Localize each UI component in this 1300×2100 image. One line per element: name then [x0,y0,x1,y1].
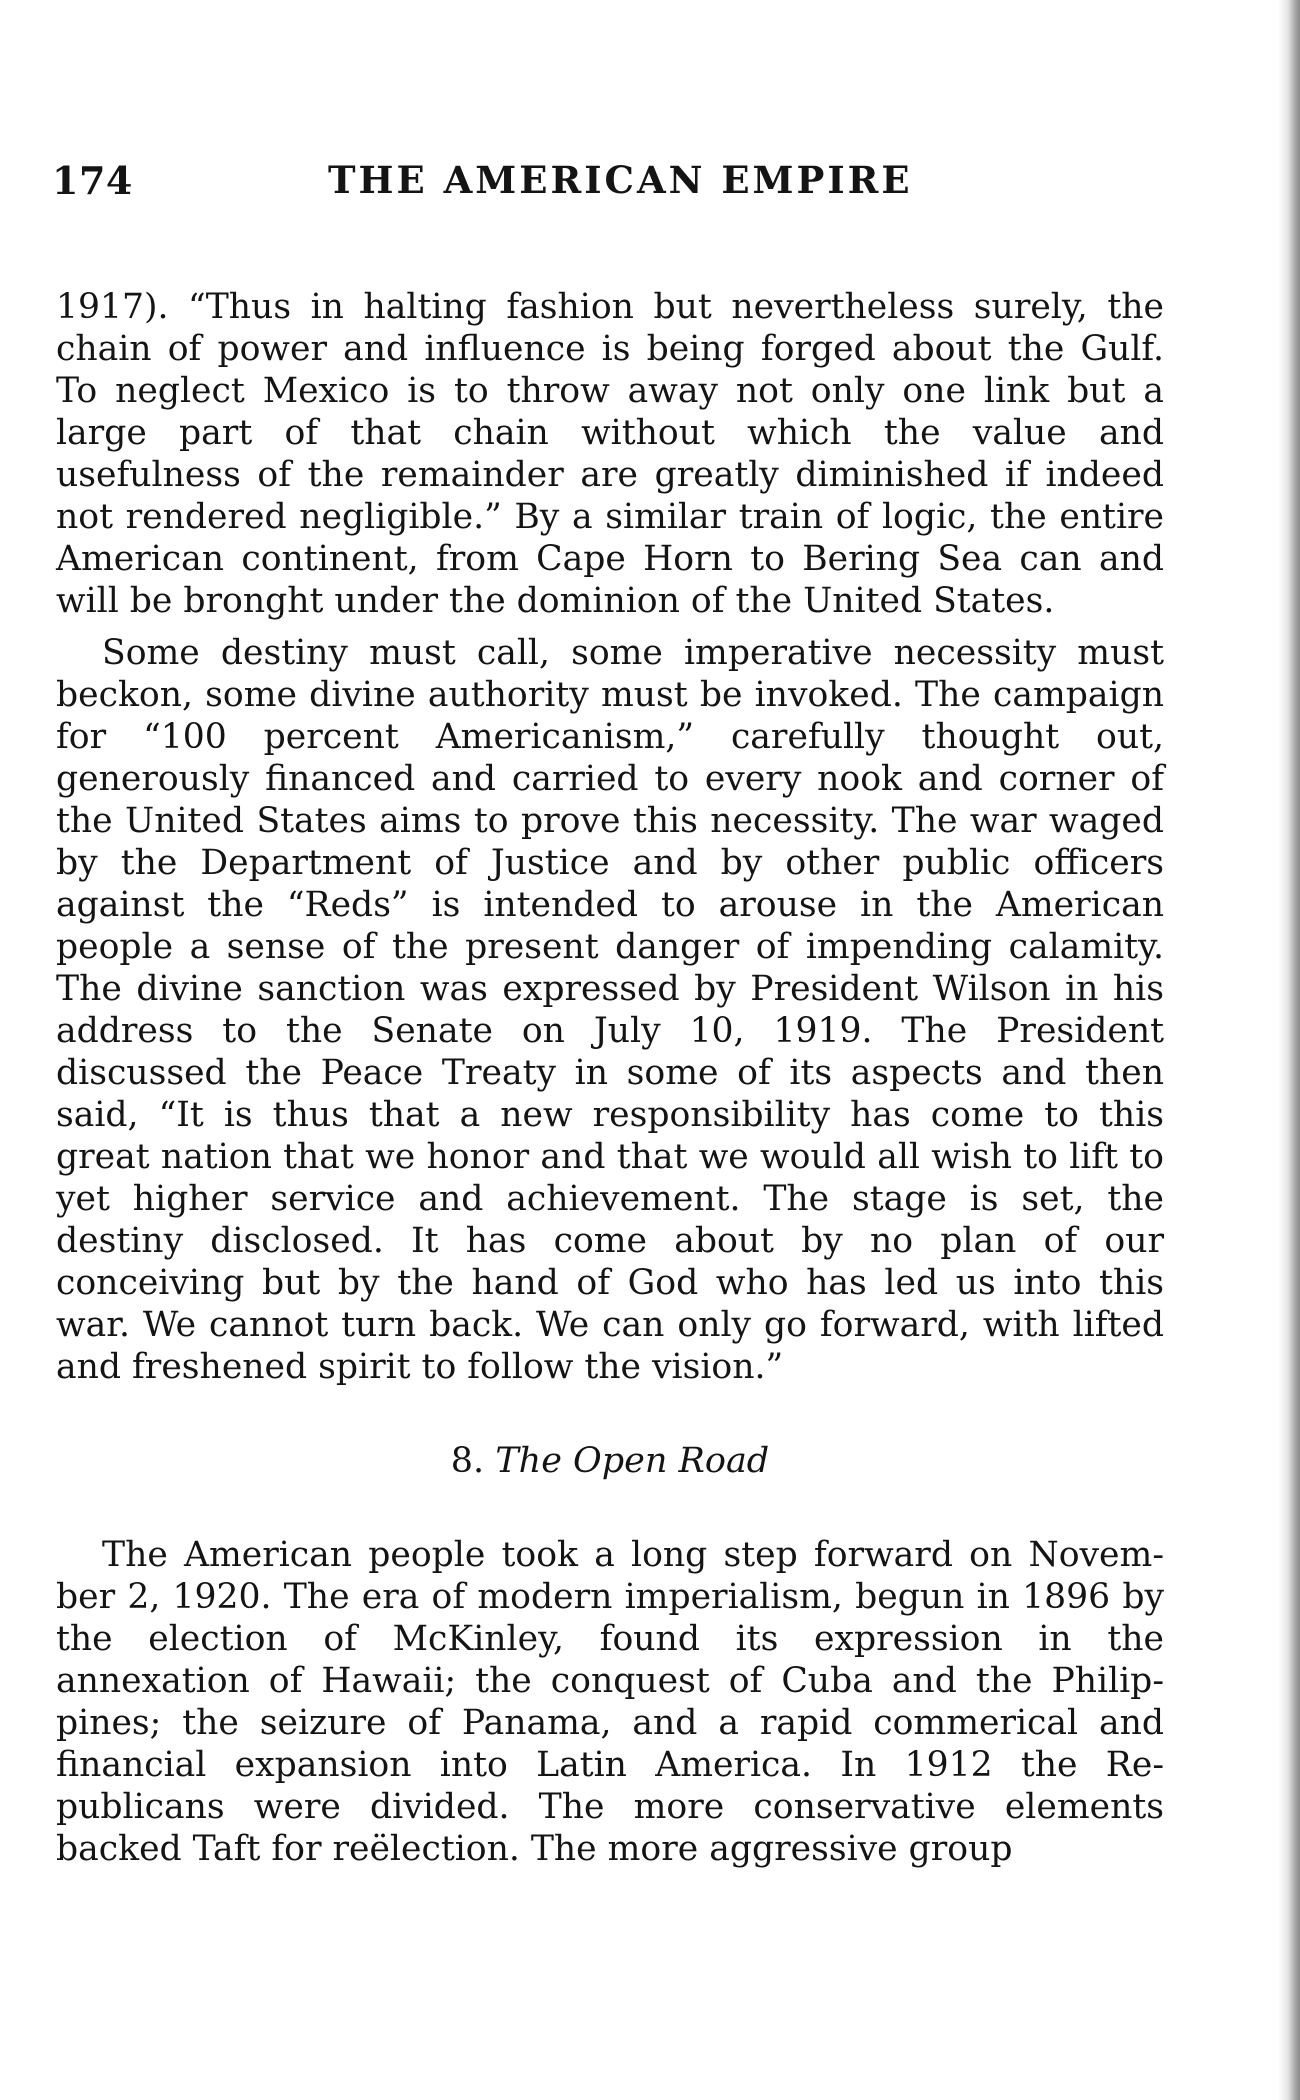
paragraph-destiny: Some destiny must call, some imperative necessity must beckon, some divine authority must be invoked. The campaign for “100 percent Americanism,” carefully thought out, generously financed and carried to every nook and corner of the United States aims to prove this necessity. The war waged by the Department of Justice and by other public officers against the “Reds” is intended to arouse in the American people a sense of the present danger of impending calamity. The divine sanction was expressed by President Wilson in his address to the Senate on July 10, 1919. The President discussed the Peace Treaty in some of its aspects and then said, “It is thus that a new responsibility has come to this great nation that we honor and that we would all wish to lift to yet higher service and achievement. The stage is set, the destiny disclosed. It has come about by no plan of our conceiving but by the hand of God who has led us into this war. We cannot turn back. We can only go forward, with lifted and freshened spirit to follow the vision.” [56,633,1164,1387]
page-number: 174 [52,158,133,203]
paragraph-continued: 1917). “Thus in halting fashion but nevertheless surely, the chain of power and influence is being forged about the Gulf. To neglect Mexico is to throw away not only one link but a large part of that chain without which the value and usefulness of the remainder are greatly diminished if indeed not rendered negligible.” By a similar train of logic, the entire American continent, from Cape Horn to Bering Sea can and will be bronght under the dominion of the United States. [56,287,1164,621]
section-number: 8. [450,1441,485,1481]
page-edge-shadow [1278,0,1300,2100]
body-text [56,286,1164,1870]
paragraph-open-road: The American people took a long step forward on November 2, 1920. The era of modern imperialism, begun in 1896 by the election of McKinley, found its expression in the annexation of Hawaii; the conquest of Cuba and the Philippines; the seizure of Panama, and a rapid commerical and financial expansion into Latin America. In 1912 the Republicans were divided. The more conservative elements backed Taft for reëlection. The more aggressive group [56,1535,1164,1869]
running-title: THE AMERICAN EMPIRE [328,158,913,202]
section-title: The Open Road [495,1441,770,1481]
page-header [52,158,1162,218]
section-heading [56,1440,1164,1482]
